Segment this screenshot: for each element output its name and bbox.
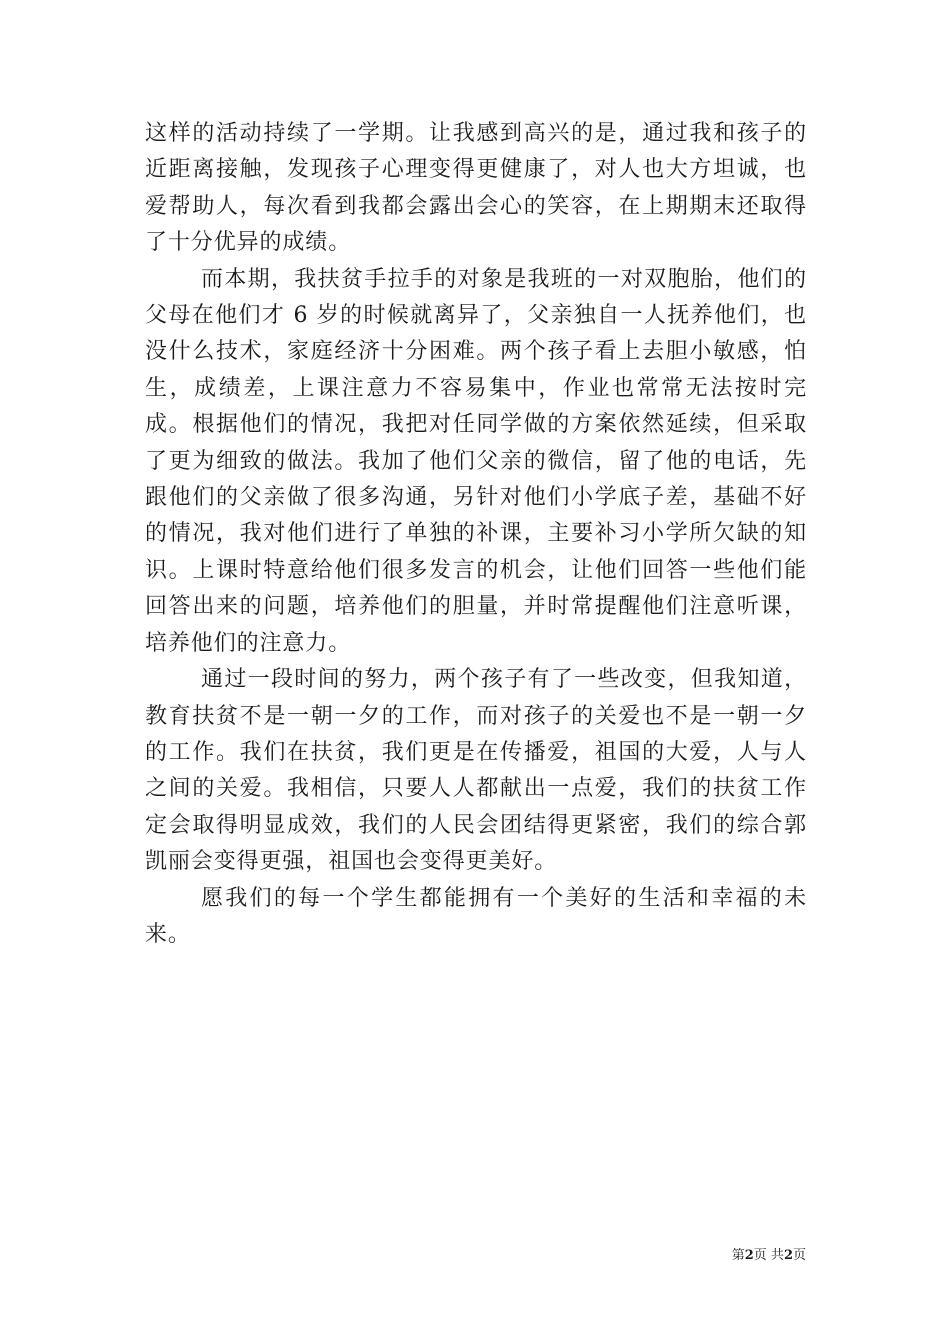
document-body: [145, 116, 807, 953]
current-page-number: 2: [744, 1248, 754, 1263]
paragraph-3: 通过一段时间的努力，两个孩子有了一些改变，但我知道，教育扶贫不是一朝一夕的工作，而对孩子的关爱也不是一朝一夕的工作。我们在扶贫，我们更是在传播爱，祖国的大爱，人与人之间的关爱。我相信，只要人人都献出一点爱，我们的扶贫工作定会取得明显成效，我们的人民会团结得更紧密，我们的综合郭凯丽会变得更强，祖国也会变得更美好。: [145, 667, 807, 875]
paragraph-4: 愿我们的每一个学生都能拥有一个美好的生活和幸福的未来。: [145, 885, 807, 947]
footer-middle: 页 共: [753, 1248, 784, 1263]
footer-prefix: 第: [731, 1248, 745, 1263]
paragraph-2: 而本期，我扶贫手拉手的对象是我班的一对双胞胎，他们的父母在他们才 6 岁的时候就离异了，父亲独自一人抚养他们，也没什么技术，家庭经济十分困难。两个孩子看上去胆小敏感，怕生，成绩差，上课注意力不容易集中，作业也常常无法按时完成。根据他们的情况，我把对任同学做的方案依然延续，但采取了更为细致的做法。我加了他们父亲的微信，留了他的电话，先跟他们的父亲做了很多沟通，另针对他们小学底子差，基础不好的情况，我对他们进行了单独的补课，主要补习小学所欠缺的知识。上课时特意给他们很多发言的机会，让他们回答一些他们能回答出来的问题，培养他们的胆量，并时常提醒他们注意听课，培养他们的注意力。: [145, 266, 807, 656]
total-pages-number: 2: [783, 1248, 793, 1263]
footer-suffix: 页: [792, 1248, 806, 1263]
paragraph-1: 这样的活动持续了一学期。让我感到高兴的是，通过我和孩子的近距离接触，发现孩子心理变得更健康了，对人也大方坦诚，也爱帮助人，每次看到我都会露出会心的笑容，在上期期末还取得了十分优异的成绩。: [145, 121, 807, 256]
page-number-footer: [732, 1248, 806, 1264]
